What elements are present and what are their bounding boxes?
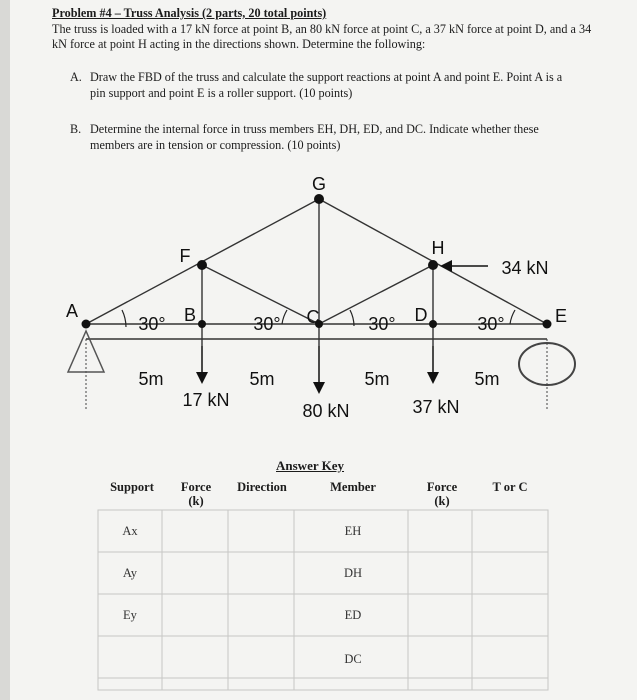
angle-label-c-left: 30° xyxy=(253,314,281,334)
span-label-ab: 5m xyxy=(138,369,164,389)
joint-g xyxy=(314,194,324,204)
joint-e xyxy=(543,320,552,329)
table-header-force-left: Force (k) xyxy=(180,480,212,508)
node-label-d: D xyxy=(414,305,428,325)
span-label-cd: 5m xyxy=(364,369,390,389)
support-cell-ey: Ey xyxy=(123,608,137,622)
angle-arc-c-left xyxy=(282,310,287,324)
table-header-force-right: Force (k) xyxy=(426,480,458,508)
support-cell-ax: Ax xyxy=(122,524,138,538)
node-label-b: B xyxy=(183,305,197,325)
joint-a xyxy=(82,320,91,329)
span-label-bc: 5m xyxy=(249,369,275,389)
load-label-h: 34 kN xyxy=(501,258,549,278)
joint-f xyxy=(197,260,207,270)
support-cell-ay: Ay xyxy=(122,566,138,580)
joint-h xyxy=(428,260,438,270)
joint-d xyxy=(429,320,437,328)
angle-arc-e xyxy=(510,310,515,324)
answer-key-heading: Answer Key xyxy=(276,458,345,473)
joint-b xyxy=(198,320,206,328)
part-b-letter: B. xyxy=(70,122,82,136)
load-label-d: 37 kN xyxy=(412,397,460,417)
member-cell-ed: ED xyxy=(344,608,362,622)
load-label-b: 17 kN xyxy=(182,390,230,410)
problem-title: Problem #4 – Truss Analysis (2 parts, 20 total points) xyxy=(52,6,327,20)
angle-label-c-right: 30° xyxy=(368,314,396,334)
node-label-g: G xyxy=(311,174,327,194)
part-a-text: Draw the FBD of the truss and calculate the support reactions at point A and point E. Point A is a pin support and point E is a roller support. (10 points) xyxy=(90,70,563,100)
table-header-t-or-c: T or C xyxy=(492,480,528,494)
node-label-c: C xyxy=(306,307,320,327)
node-label-a: A xyxy=(65,301,79,321)
member-cell-eh: EH xyxy=(344,524,362,538)
load-label-c: 80 kN xyxy=(302,401,350,421)
node-label-h: H xyxy=(431,238,445,258)
angle-label-a: 30° xyxy=(138,314,166,334)
part-a-letter: A. xyxy=(70,70,82,84)
part-b-text: Determine the internal force in truss members EH, DH, ED, and DC. Indicate whether these members are in tension or compression. (10 points) xyxy=(90,122,539,152)
node-label-e: E xyxy=(554,306,568,326)
member-cell-dh: DH xyxy=(343,566,363,580)
span-label-de: 5m xyxy=(474,369,500,389)
table-header-support: Support xyxy=(110,480,154,494)
table-header-direction: Direction xyxy=(237,480,287,494)
node-label-f: F xyxy=(179,246,191,266)
table-header-member: Member xyxy=(330,480,376,494)
problem-intro: The truss is loaded with a 17 kN force at point B, an 80 kN force at point C, a 37 kN force at point D, and a 34 kN force at point H acting in the directions shown. Determine the following: xyxy=(52,21,592,51)
member-cell-dc: DC xyxy=(344,652,362,666)
angle-label-e: 30° xyxy=(477,314,505,334)
